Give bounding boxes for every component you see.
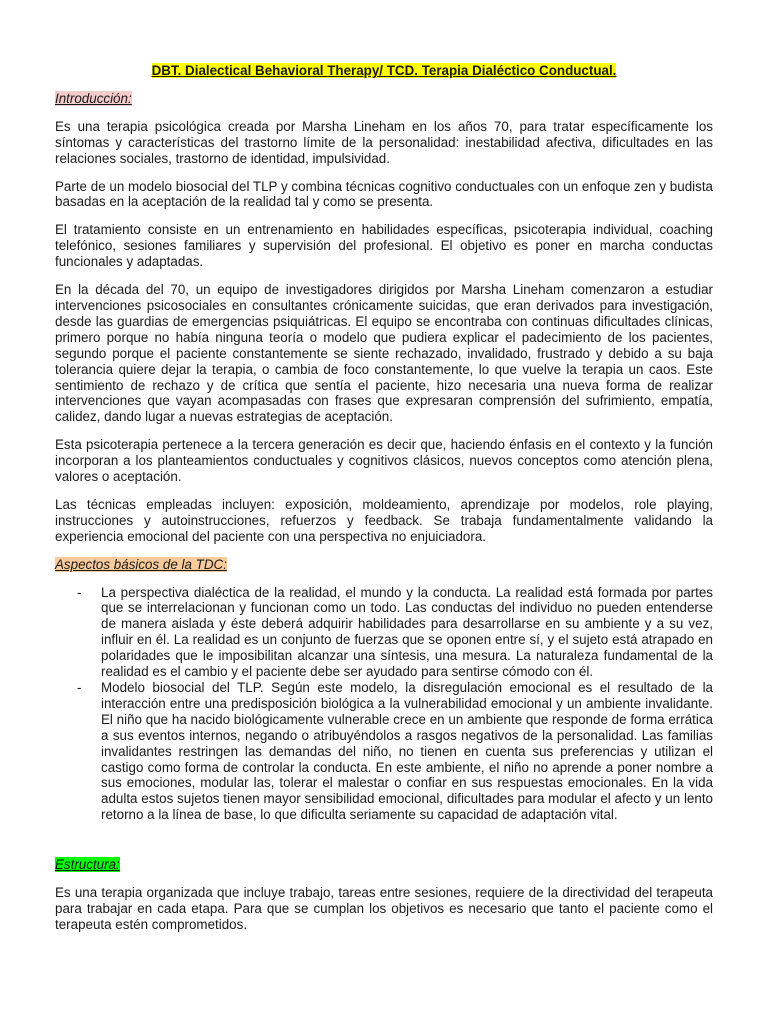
document-page <box>55 63 713 945</box>
aspects-list <box>55 585 713 824</box>
section-heading-aspects-text: Aspectos básicos de la TDC: <box>55 556 227 572</box>
section-heading-intro <box>55 91 713 107</box>
intro-paragraph: Esta psicoterapia pertenece a la tercera generación es decir que, haciendo énfasis en el contexto y la función incorporan a los planteamientos conductuales y cognitivos clásicos, nuevos conceptos como atención plena, valores o aceptación. <box>55 437 713 485</box>
intro-paragraph: En la década del 70, un equipo de investigadores dirigidos por Marsha Lineham comenzaron a estudiar intervenciones psicosociales en consultantes crónicamente suicidas, que eran derivados para investigación, desde las guardias de emergencias psiquiátricas. El equipo se encontraba con continuas dificultades clínicas, primero porque no había ninguna teoría o modelo que pudiera explicar el padecimiento de los pacientes, segundo porque el paciente constantemente se siente rechazado, invalidado, frustrado y debido a su baja tolerancia quiere dejar la terapia, o cambia de foco constantemente, lo que vuelve la terapia un caos. Este sentimiento de rechazo y de crítica que sentía el paciente, hizo necesaria una nueva forma de realizar intervenciones que vayan acompasadas con frases que expresaran comprensión del sufrimiento, empatía, calidez, dando lugar a nuevas estrategias de aceptación. <box>55 282 713 425</box>
intro-paragraph: El tratamiento consiste en un entrenamiento en habilidades específicas, psicoterapia individual, coaching telefónico, sesiones familiares y supervisión del profesional. El objetivo es poner en marcha conductas funcionales y adaptadas. <box>55 222 713 270</box>
list-item <box>55 680 713 823</box>
section-heading-structure <box>55 857 713 873</box>
section-heading-aspects <box>55 557 713 573</box>
document-title: DBT. Dialectical Behavioral Therapy/ TCD. Terapia Dialéctico Conductual. <box>151 63 617 78</box>
intro-paragraph: Las técnicas empleadas incluyen: exposición, moldeamiento, aprendizaje por modelos, role playing, instrucciones y autoinstrucciones, refuerzos y feedback. Se trabaja fundamentalmente validando la experiencia emocional del paciente con una perspectiva no enjuiciadora. <box>55 496 713 544</box>
section-heading-intro-text: Introducción: <box>55 90 132 106</box>
section-heading-structure-text: Estructura: <box>55 857 120 873</box>
document-title-row <box>55 63 713 79</box>
blank-line <box>55 835 713 857</box>
bullet-dash: - <box>77 584 82 600</box>
bullet-dash: - <box>77 680 82 695</box>
intro-paragraph: Es una terapia psicológica creada por Marsha Lineham en los años 70, para tratar específicamente los síntomas y características del trastorno límite de la personalidad: inestabilidad afectiva, dificultades en las relaciones sociales, trastorno de identidad, impulsividad. <box>55 118 713 166</box>
structure-paragraph: Es una terapia organizada que incluye trabajo, tareas entre sesiones, requiere de la directividad del terapeuta para trabajar en cada etapa. Para que se cumplan los objetivos es necesario que tanto el paciente como el terapeuta estén comprometidos. <box>55 885 713 932</box>
list-item <box>55 585 713 680</box>
intro-paragraph: Parte de un modelo biosocial del TLP y combina técnicas cognitivo conductuales con un enfoque zen y budista basadas en la aceptación de la realidad tal y como se presenta. <box>55 178 713 210</box>
list-item-text: La perspectiva dialéctica de la realidad, el mundo y la conducta. La realidad está formada por partes que se interrelacionan y funcionan como un todo. Las conductas del individuo no pueden entenderse de manera aislada y éste deberá adquirir habilidades para desarrollarse en su ambiente y a su vez, influir en él. La realidad es un conjunto de fuerzas que se oponen entre sí, y el sujeto está atrapado en polaridades que le imposibilitan alcanzar una síntesis, una mesura. La naturaleza fundamental de la realidad es el cambio y el paciente debe ser ayudado para sentirse cómodo con él. <box>101 584 713 680</box>
list-item-text: Modelo biosocial del TLP. Según este modelo, la disregulación emocional es el resultado de la interacción entre una predisposición biológica a la vulnerabilidad emocional y un ambiente invalidante. El niño que ha nacido biológicamente vulnerable crece en un ambiente que responde de forma errática a sus eventos internos, negando o atribuyéndolos a rasgos negativos de la personalidad. Las familias invalidantes restringen las demandas del niño, no tienen en cuenta sus preferencias y utilizan el castigo como forma de controlar la conducta. En este ambiente, el niño no aprende a poner nombre a sus emociones, modular las, tolerar el malestar o confiar en sus respuestas emocionales. En la vida adulta estos sujetos tienen mayor sensibilidad emocional, dificultades para modular el afecto y un lento retorno a la línea de base, lo que dificulta seriamente su capacidad de adaptación vital. <box>101 680 713 823</box>
